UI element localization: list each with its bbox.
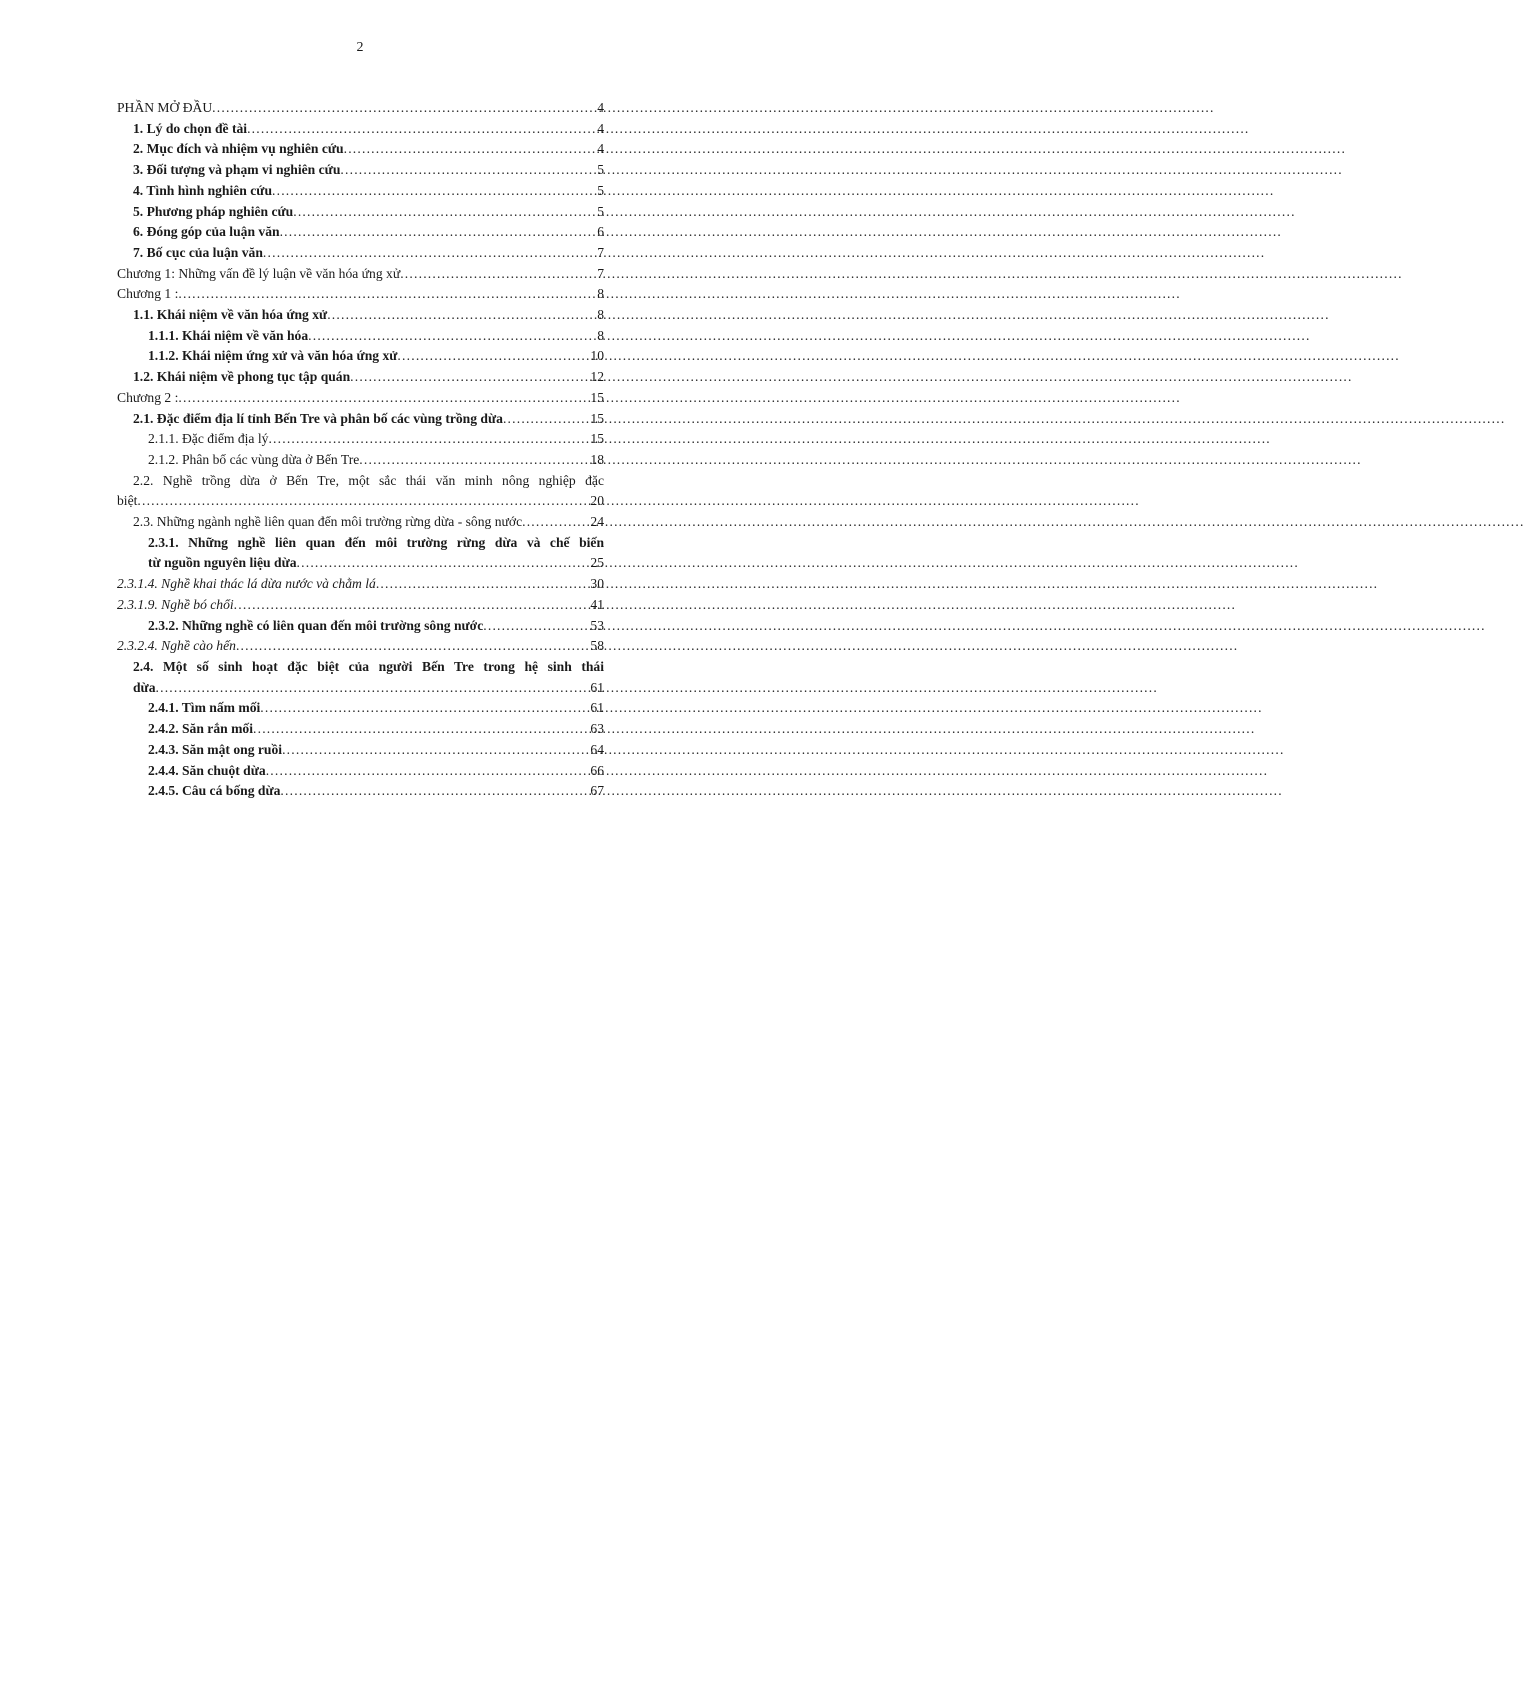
dot-leader [400,264,596,285]
toc-entry[interactable] [117,616,604,637]
dot-leader [376,574,590,595]
toc-entry[interactable] [117,781,604,802]
toc-entry[interactable] [117,222,604,243]
toc-entry-page-number: 7 [597,265,604,281]
toc-entry[interactable] [117,367,604,388]
dot-leader [178,388,589,409]
toc-entry-page-number: 5 [597,162,604,178]
toc-entry[interactable] [117,678,604,699]
dot-leader [156,678,590,699]
dot-leader [308,326,596,347]
toc-entry-title: 5. Phương pháp nghiên cứu [133,203,294,219]
dot-leader [503,409,589,430]
toc-entry-page-number: 20 [590,493,604,509]
toc-entry[interactable] [117,636,604,657]
toc-entry-title: 2.4.2. Săn rắn mối [148,721,253,737]
toc-entry[interactable] [117,388,604,409]
toc-entry[interactable] [117,284,604,305]
toc-entry[interactable] [117,264,604,285]
dot-leader [260,698,589,719]
toc-entry[interactable] [117,409,604,430]
toc-entry-title: 2.3.2. Những nghề có liên quan đến môi trường sông nước [148,617,484,633]
toc-entry[interactable] [117,450,604,471]
toc-entry-page-number: 58 [590,638,604,654]
dot-leader [282,740,589,761]
toc-entry[interactable] [117,305,604,326]
toc-entry-page-number: 53 [590,617,604,633]
dot-leader [272,181,596,202]
toc-entry[interactable] [117,326,604,347]
toc-entry-page-number: 8 [597,327,604,343]
toc-entry-page-number: 5 [597,182,604,198]
toc-entry-page-number: 15 [590,410,604,426]
toc-entry-title: 2.1.2. Phân bố các vùng dừa ở Bến Tre [148,451,360,467]
toc-entry-page-number: 30 [590,576,604,592]
dot-leader [253,719,589,740]
toc-entry-page-number: 5 [597,203,604,219]
dot-leader [297,553,590,574]
toc-entry-title: 2.3.1.4. Nghề khai thác lá dừa nước và chằm lá [117,576,376,592]
dot-leader [327,305,596,326]
toc-entry[interactable] [117,119,604,140]
toc-entry[interactable] [117,491,604,512]
toc-entry-page-number: 25 [590,555,604,571]
toc-entry-page-number: 61 [590,679,604,695]
toc-entry-page-number: 8 [597,307,604,323]
toc-entry-title: 1.1.1. Khái niệm về văn hóa [148,327,309,343]
toc-entry-title: 2.3.2.4. Nghề cào hến [117,638,236,654]
toc-entry[interactable] [117,346,604,367]
toc-entry[interactable] [117,139,604,160]
toc-entry-title: 2.3. Những ngành nghề liên quan đến môi trường rừng dừa - sông nước [133,514,523,530]
toc-entry-title: 2.4.3. Săn mật ong ruồi [148,741,283,757]
toc-entry-title: 2.1. Đặc điểm địa lí tỉnh Bến Tre và phân bố các vùng trồng dừa [133,410,503,426]
toc-entry-title: từ nguồn nguyên liệu dừa [148,555,297,571]
toc-entry-page-number: 8 [597,286,604,302]
toc-entry[interactable] [117,429,604,450]
dot-leader [212,98,596,119]
toc-entry-title: 1.1. Khái niệm về văn hóa ứng xử [133,307,328,323]
toc-entry-title: 4. Tình hình nghiên cứu [133,182,273,198]
dot-leader [350,367,589,388]
dot-leader [522,512,589,533]
toc-entry-page-number: 7 [597,244,604,260]
toc-entry[interactable] [117,761,604,782]
toc-entry-title: PHẦN MỞ ĐẦU [117,100,213,115]
toc-entry-lead-line: 2.3.1. Những nghề liên quan đến môi trường rừng dừa và chế biến [148,534,604,550]
toc-entry-page-number: 41 [590,596,604,612]
toc-entry-title: 2.4.4. Săn chuột dừa [148,762,266,778]
dot-leader [247,119,596,140]
dot-leader [344,139,597,160]
toc-entry-page-number: 24 [590,514,604,530]
toc-entry-page-number: 67 [590,783,604,799]
toc-entry-title: 3. Đối tượng và phạm vi nghiên cứu [133,162,341,178]
toc-entry-page-number: 61 [590,700,604,716]
toc-entry-title: 2.4.1. Tìm nấm mối [148,700,261,716]
dot-leader [178,284,596,305]
dot-leader [397,346,589,367]
dot-leader [280,781,589,802]
toc-entry-lead-line: 2.2. Nghề trồng dừa ở Bến Tre, một sắc thái văn minh nông nghiệp đặc [133,472,604,488]
toc-entry-lead-line: 2.4. Một số sinh hoạt đặc biệt của người Bến Tre trong hệ sinh thái [133,658,604,674]
toc-entry[interactable] [117,202,604,223]
toc-entry-title: Chương 1 : [117,286,179,302]
toc-entry-title: 7. Bố cục của luận văn [133,244,263,260]
toc-entry[interactable] [117,698,604,719]
dot-leader [483,616,589,637]
toc-entry[interactable] [117,181,604,202]
dot-leader [266,761,590,782]
dot-leader [280,222,597,243]
toc-entry-page-number: 15 [590,389,604,405]
dot-leader [234,595,590,616]
toc-entry-page-number: 63 [590,721,604,737]
toc-entry[interactable] [117,574,604,595]
toc-entry-page-number: 4 [597,100,604,115]
toc-entry-title: 1. Lý do chọn đề tài [133,120,248,136]
toc-entry[interactable] [117,160,604,181]
dot-leader [268,429,589,450]
dot-leader [340,160,596,181]
toc-entry[interactable] [117,243,604,264]
dot-leader [236,636,589,657]
dot-leader [359,450,589,471]
toc-entry[interactable] [117,719,604,740]
toc-entry-title: 1.2. Khái niệm về phong tục tập quán [133,369,351,385]
toc-entry-title: 2. Mục đích và nhiệm vụ nghiên cứu [133,141,344,157]
toc-entry-title: 1.1.2. Khái niệm ứng xử và văn hóa ứng xử [148,348,398,364]
toc-entry-title: 2.3.1.9. Nghề bó chổi [117,596,234,612]
toc-entry[interactable] [117,98,604,119]
toc-entry-page-number: 15 [590,431,604,447]
toc-entry-title: 2.4.5. Câu cá bống dừa [148,783,281,799]
toc-entry-title: 6. Đóng góp của luận văn [133,224,280,240]
toc-entry-title: biệt [117,493,138,509]
toc-entry-page-number: 4 [597,141,604,157]
toc-entry-title: Chương 2 : [117,389,179,405]
table-of-contents [117,98,604,802]
dot-leader [293,202,596,223]
page-number: 2 [356,40,364,55]
toc-entry[interactable] [117,553,604,574]
toc-entry[interactable] [117,740,604,761]
toc-entry-title: 2.1.1. Đặc điểm địa lý [148,431,269,447]
dot-leader [137,491,589,512]
toc-entry-page-number: 6 [597,224,604,240]
toc-entry-page-number: 18 [590,451,604,467]
toc-entry[interactable] [117,595,604,616]
toc-entry-page-number: 64 [590,741,604,757]
toc-entry-page-number: 12 [590,369,604,385]
toc-entry-page-number: 4 [597,120,604,136]
toc-entry-title: Chương 1: Những vấn đề lý luận về văn hóa ứng xử [117,265,401,281]
toc-entry-page-number: 66 [590,762,604,778]
toc-entry-title: dừa [133,679,156,695]
toc-entry[interactable] [117,512,604,533]
toc-entry-page-number: 10 [590,348,604,364]
dot-leader [263,243,596,264]
